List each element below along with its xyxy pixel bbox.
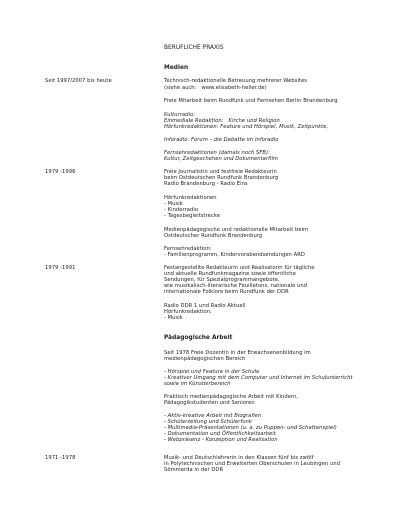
text-line: Radio Brandenburg - Radio Eins: [164, 181, 248, 187]
text-line: Medienpädagogische und redaktionelle Mitarbeit beim: [164, 227, 309, 233]
text-line: Fernsehredaktionen (damals noch SFB):: [164, 150, 270, 156]
text-line: - Familienprogramm, Kindervorabendsendungen ARD: [164, 252, 305, 258]
date-range: 1971 -1978: [45, 455, 76, 461]
text-line: - Hörspiel und Feature in der Schule: [164, 369, 260, 375]
text-line: Hörfunkredaktion:: [164, 309, 212, 315]
date-range: 1979 -1991: [45, 265, 76, 271]
text-line: Inforadio: Forum – die Debatte im Inforadio: [164, 137, 279, 143]
text-line: (siehe auch: www.elisabeth-heller.de): [164, 85, 267, 91]
text-line: - Aktiv-kreative Arbeit mit Biografien: [164, 413, 262, 419]
text-line: - Tagesbegleitstrecke: [164, 213, 220, 219]
text-line: - Kreativer Umgang mit dem Computer und Internet im Schulunterricht: [164, 375, 353, 381]
text-line: - Dokumentation und Öffentlichkeitsarbeit: [164, 431, 276, 437]
text-line: Hörfunkredaktionen: Feature und Hörspiel, Musik, Zeitpunkte,: [164, 124, 329, 130]
text-line: Sendungen, für Spezialprogrammangebote,: [164, 277, 280, 283]
subsection-medien: Medien: [164, 65, 189, 71]
text-line: Einmediale Redaktion: Kirche und Religion: [164, 118, 280, 124]
text-line: Radio DDR 1 und Radio Aktuell: [164, 303, 246, 309]
text-line: Freie Journalistin und festfreie Redakteurin: [164, 169, 277, 175]
text-line: Praktisch medienpädagogische Arbeit mit Kindern,: [164, 394, 299, 400]
text-line: - Webpräsenz - Konzeption und Realisation: [164, 437, 278, 443]
text-line: sowie im Künstlerbereich: [164, 381, 231, 387]
text-line: beim Ostdeutschen Rundfunk Brandenburg: [164, 175, 279, 181]
text-line: in Polytechnischen und Erweiterten Oberschulen in Leubingen und: [164, 461, 340, 467]
section-heading: BERUFLICHE PRAXIS: [164, 45, 224, 51]
text-line: medienpädagogischen Bereich: [164, 356, 246, 362]
text-line: Pädagogikstudenten und Senioren: [164, 400, 255, 406]
date-range: 1979 -1996: [45, 169, 76, 175]
text-line: Festangestellte Redakteurin und Realisatorin für tägliche: [164, 265, 315, 271]
text-line: - Musik: [164, 315, 183, 321]
text-line: wie musikalisch-literarische Feuilletons, nationale und: [164, 283, 308, 289]
text-line: Freie Mitarbeit beim Rundfunk und Fernsehen Berlin Brandenburg: [164, 98, 338, 104]
text-line: Hörfunkredaktionen: [164, 195, 217, 201]
text-line: Seit 1978 Freie Dozentin in der Erwachsenenbildung im: [164, 350, 311, 356]
text-line: - Multimedia-Präsentationen (u. a. zu Puppen- und Schattenspiel): [164, 425, 337, 431]
text-line: - Kinderradio: [164, 207, 199, 213]
text-line: Fernsehredaktion:: [164, 246, 212, 252]
text-line: Sömmerda in der DDR: [164, 467, 224, 473]
text-line: und aktuelle Rundfunkmagazine sowie öffentliche: [164, 271, 296, 277]
subsection-paedagogik: Pädagogische Arbeit: [164, 335, 233, 341]
date-range: Seit 1997/2007 bis heute: [45, 78, 112, 84]
text-line: Musik- und Deutschlehrerin in den Klassen fünf bis zwölf: [164, 455, 314, 461]
text-line: Kultur, Zeitgeschehen und Dokumentarfilm: [164, 156, 279, 162]
text-line: Ostdeutscher Rundfunk Brandenburg: [164, 233, 263, 239]
text-line: - Schülerzeitung und Schülerfunk: [164, 419, 252, 425]
text-line: - Musik: [164, 201, 183, 207]
text-line: Kulturradio:: [164, 112, 196, 118]
text-line: Technisch-redaktionelle Betreuung mehrerer Websites: [164, 78, 308, 84]
text-line: internationale Folklore beim Rundfunk der DDR: [164, 289, 289, 295]
